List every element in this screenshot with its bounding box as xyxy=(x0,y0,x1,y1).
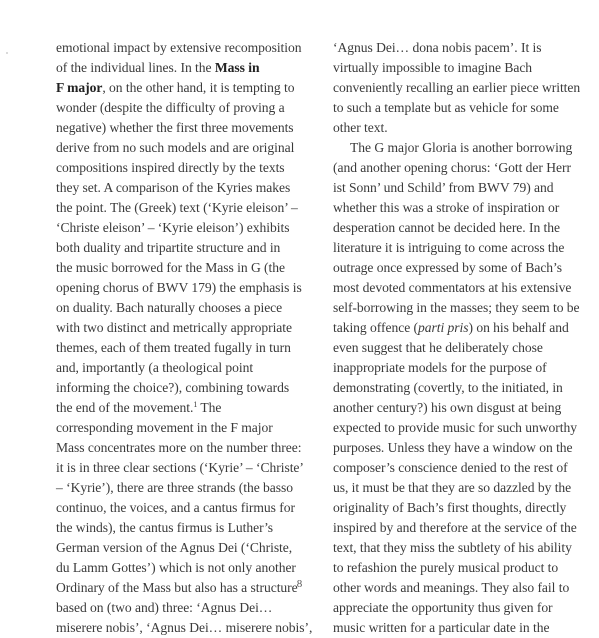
footnote-marker: 1 xyxy=(193,400,198,409)
text-line: other words and meanings. They also fail to xyxy=(333,580,570,595)
text-line: expected to provide music for such unworthy xyxy=(333,420,577,435)
text-line: opening chorus of BWV 179) the emphasis is xyxy=(56,280,302,295)
paragraph-start-line: The G major Gloria is another borrowing xyxy=(350,140,573,155)
text-line: appreciate the opportunity thus given for xyxy=(333,600,553,615)
text-line: du Lamm Gottes’) which is not only another xyxy=(56,560,296,575)
text-line: they set. A comparison of the Kyries makes xyxy=(56,180,291,195)
text-line: demonstrating (covertly, to the initiated, in xyxy=(333,380,563,395)
text-line: themes, each of them treated fugally in turn xyxy=(56,340,291,355)
text-line: F major, on the other hand, it is tempting to xyxy=(56,80,295,95)
text-line: purposes. Unless they have a window on the xyxy=(333,440,573,455)
text-line: another century?) his own disgust at being xyxy=(333,400,562,415)
page-number: 8 xyxy=(296,578,303,590)
text-line: inspired by and therefore at the service of the xyxy=(333,520,577,535)
text-line: us, it must be that they are so dazzled by the xyxy=(333,480,572,495)
text-line: German version of the Agnus Dei (‘Christe, xyxy=(56,540,293,555)
text-line: inappropriate models for the purpose of xyxy=(333,360,547,375)
text-line: ‘Agnus Dei… dona nobis pacem’. It is xyxy=(333,40,542,55)
left-column xyxy=(56,38,316,638)
text-line: music written for a particular date in the xyxy=(333,620,550,635)
text-line: literature it is intriguing to come across the xyxy=(333,240,565,255)
text-line: the winds), the cantus firmus is Luther’s xyxy=(56,520,274,535)
text-line: conveniently recalling an earlier piece written xyxy=(333,80,581,95)
text-line: continuo, the voices, and a cantus firmus for xyxy=(56,500,295,515)
text-line: wonder (despite the difficulty of proving a xyxy=(56,100,285,115)
text-line: informing the choice?), combining towards xyxy=(56,380,290,395)
right-column xyxy=(333,38,597,638)
text-line: virtually impossible to imagine Bach xyxy=(333,60,533,75)
text-line: miserere nobis’, ‘Agnus Dei… miserere nobis’, xyxy=(56,620,313,635)
text-line: to refashion the purely musical product to xyxy=(333,560,559,575)
text-line: taking offence (parti pris) on his behalf and xyxy=(333,320,569,335)
text-line: text, that they miss the subtlety of his ability xyxy=(333,540,572,555)
text-line: (and another opening chorus: ‘Gott der Herr xyxy=(333,160,571,175)
text-line: whether this was a stroke of inspiration or xyxy=(333,200,560,215)
text-line: Ordinary of the Mass but also has a structure xyxy=(56,580,298,595)
scan-speck xyxy=(6,52,8,54)
text-line: corresponding movement in the F major xyxy=(56,420,273,435)
italic-phrase: parti pris xyxy=(418,320,469,335)
text-line: composer’s conscience denied to the rest of xyxy=(333,460,568,475)
mass-in-f-major-heading: F major xyxy=(56,80,103,95)
text-line: the music borrowed for the Mass in G (the xyxy=(56,260,285,275)
text-line: compositions inspired directly by the texts xyxy=(56,160,285,175)
text-line: ‘Christe eleison’ – ‘Kyrie eleison’) exhibits xyxy=(56,220,290,235)
text-line: other text. xyxy=(333,120,388,135)
text-line: the end of the movement.$^1$ The xyxy=(56,400,222,415)
text-line: emotional impact by extensive recomposition xyxy=(56,40,302,55)
text-line: based on (two and) three: ‘Agnus Dei… xyxy=(56,600,273,615)
text-line: derive from no such models and are original xyxy=(56,140,295,155)
text-line: with two distinct and metrically appropriate xyxy=(56,320,293,335)
mass-in-f-major-heading: Mass in xyxy=(214,60,260,75)
text-line: even suggest that he deliberately chose xyxy=(333,340,543,355)
text-line: of the individual lines. In the Mass in xyxy=(56,60,260,75)
text-line: originality of Bach’s first thoughts, directly xyxy=(333,500,567,515)
text-line: on duality. Bach naturally chooses a piece xyxy=(56,300,283,315)
text-line: it is in three clear sections (‘Kyrie’ – ‘Christe’ xyxy=(56,460,304,475)
text-line: both duality and tripartite structure and in xyxy=(56,240,281,255)
text-line: Mass concentrates more on the number three: xyxy=(56,440,302,455)
text-line: and, importantly (a theological point xyxy=(56,360,254,375)
text-line: – ‘Kyrie’), there are three strands (the basso xyxy=(56,480,293,495)
text-line: the point. The (Greek) text (‘Kyrie eleison’ – xyxy=(56,200,298,215)
text-line: outrage once expressed by some of Bach’s xyxy=(333,260,563,275)
text-line: self-borrowing in the masses; they seem to be xyxy=(333,300,580,315)
text-line: ist Sonn’ und Schild’ from BWV 79) and xyxy=(333,180,554,195)
text-line: negative) whether the first three movements xyxy=(56,120,294,135)
text-line: to such a template but as vehicle for some xyxy=(333,100,559,115)
text-line: desperation cannot be decided here. In the xyxy=(333,220,561,235)
text-line: most devoted commentators at his extensive xyxy=(333,280,572,295)
